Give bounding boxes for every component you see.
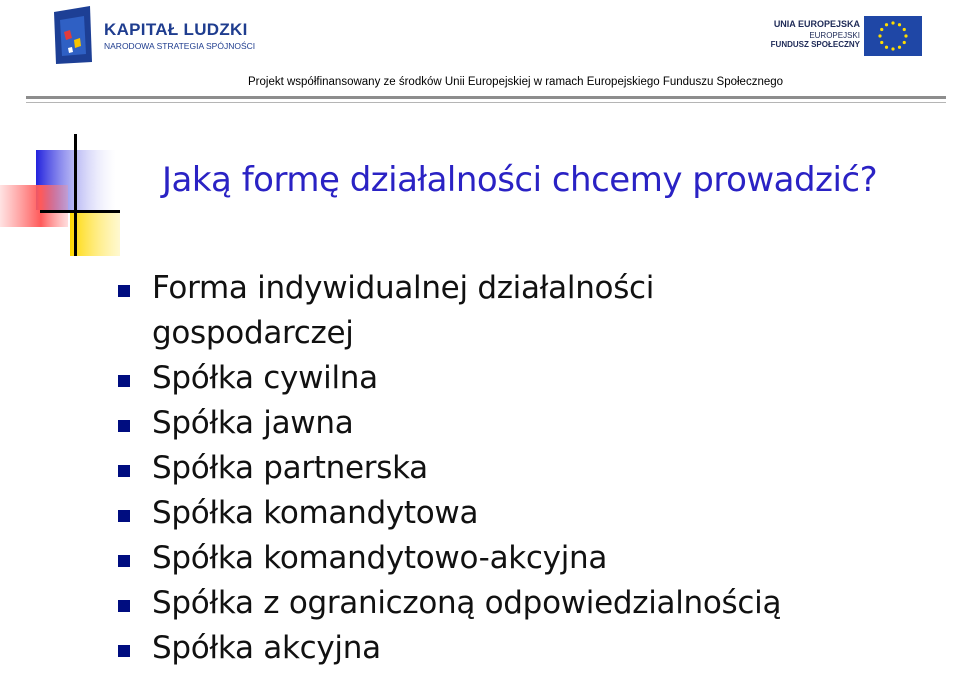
list-item — [118, 266, 781, 356]
eu-logo-line1: UNIA EUROPEJSKA — [773, 19, 860, 29]
eu-star-icon — [898, 46, 901, 49]
kapital-ludzki-subtitle: NARODOWA STRATEGIA SPÓJNOŚCI — [104, 41, 256, 51]
eu-flag-icon — [864, 16, 922, 56]
eu-star-icon — [885, 23, 888, 26]
bullet-text — [152, 266, 654, 356]
decorative-squares — [0, 130, 140, 260]
kl-logo-inner-shape — [60, 16, 86, 56]
deco-red-square — [0, 185, 68, 227]
list-item — [118, 536, 781, 581]
list-item — [118, 581, 781, 626]
deco-horizontal-line — [40, 210, 120, 213]
bullet-text: Spółka partnerska — [152, 450, 428, 486]
bullet-text: Spółka z ograniczoną odpowiedzialnością — [152, 585, 782, 621]
eu-star-icon — [891, 21, 894, 24]
bullet-list — [118, 266, 781, 671]
bullet-text: Spółka cywilna — [152, 360, 378, 396]
deco-yellow-square — [70, 212, 120, 256]
bullet-text: Spółka komandytowo-akcyjna — [152, 540, 608, 576]
square-bullet-icon — [118, 465, 130, 477]
bullet-text: Spółka akcyjna — [152, 630, 381, 666]
header-divider-thin — [26, 102, 946, 103]
eu-star-icon — [891, 47, 894, 50]
list-item — [118, 626, 781, 671]
square-bullet-icon — [118, 600, 130, 612]
eu-star-icon — [880, 41, 883, 44]
kapital-ludzki-title: KAPITAŁ LUDZKI — [104, 20, 248, 39]
square-bullet-icon — [118, 555, 130, 567]
bullet-text: Spółka komandytowa — [152, 495, 479, 531]
bullet-line-continuation: gospodarczej — [152, 315, 354, 351]
square-bullet-icon — [118, 510, 130, 522]
eu-star-icon — [904, 34, 907, 37]
list-item — [118, 356, 781, 401]
list-item — [118, 401, 781, 446]
eu-star-icon — [898, 23, 901, 26]
eu-star-icon — [878, 34, 881, 37]
list-item — [118, 491, 781, 536]
eu-logo-line3: FUNDUSZ SPOŁECZNY — [770, 40, 860, 49]
project-funding-note: Projekt współfinansowany ze środków Unii Europejskiej w ramach Europejskiego Funduszu Społecznego — [248, 76, 784, 88]
bullet-line: Forma indywidualnej działalności — [152, 270, 655, 306]
square-bullet-icon — [118, 375, 130, 387]
bullet-text: Spółka jawna — [152, 405, 354, 441]
square-bullet-icon — [118, 285, 130, 297]
eu-logo-line2: EUROPEJSKI — [809, 31, 860, 40]
square-bullet-icon — [118, 420, 130, 432]
deco-vertical-line — [74, 134, 77, 256]
eu-star-icon — [885, 46, 888, 49]
eu-star-icon — [880, 28, 883, 31]
header-divider — [26, 96, 946, 99]
square-bullet-icon — [118, 645, 130, 657]
eu-star-icon — [903, 41, 906, 44]
slide-title: Jaką formę działalności chcemy prowadzić? — [162, 160, 878, 200]
eu-star-icon — [903, 28, 906, 31]
list-item — [118, 446, 781, 491]
